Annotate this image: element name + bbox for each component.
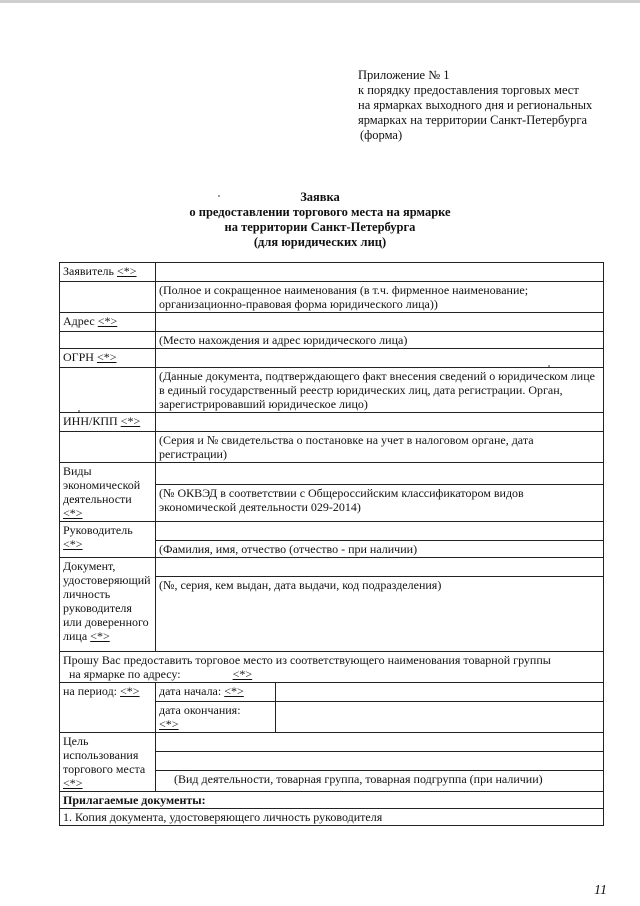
- inn-label: ИНН/КПП <*>: [60, 413, 156, 432]
- title-line: (для юридических лиц): [253, 235, 387, 249]
- document-title: [120, 190, 520, 250]
- page-number: 11: [594, 883, 607, 898]
- appendix-line: ярмарках на территории Санкт-Петербурга: [358, 113, 588, 127]
- address-label: Адрес <*>: [60, 313, 156, 332]
- scan-speck: [548, 365, 550, 367]
- applicant-row: [60, 263, 604, 282]
- activity-hint: (№ ОКВЭД в соответствии с Общероссийским классификатором видов экономической деятельности 029-2014): [156, 485, 604, 522]
- reference-mark[interactable]: <*>: [63, 776, 83, 790]
- end-date-field[interactable]: [276, 702, 604, 733]
- start-date-field[interactable]: [276, 683, 604, 702]
- empty-cell: [60, 368, 156, 413]
- request-row: [60, 652, 604, 683]
- appendix-form-note: (форма): [360, 128, 403, 142]
- doc-field[interactable]: [156, 558, 604, 577]
- reference-mark[interactable]: <*>: [120, 684, 140, 698]
- ogrn-hint-row: [60, 368, 604, 413]
- address-field[interactable]: [156, 313, 604, 332]
- inn-field[interactable]: [156, 413, 604, 432]
- inn-hint: (Серия и № свидетельства о постановке на учет в налоговом органе, дата регистрации): [156, 432, 604, 463]
- ogrn-label: ОГРН <*>: [60, 349, 156, 368]
- purpose-row: [60, 733, 604, 752]
- reference-mark[interactable]: <*>: [116, 264, 137, 278]
- scan-speck: [218, 195, 220, 197]
- doc-hint: (№, серия, кем выдан, дата выдачи, код подразделения): [156, 577, 604, 652]
- purpose-hint: (Вид деятельности, товарная группа, товарная подгруппа (при наличии): [156, 771, 604, 792]
- address-hint-row: [60, 332, 604, 349]
- head-row: [60, 522, 604, 541]
- empty-cell: [60, 332, 156, 349]
- reference-mark[interactable]: <*>: [120, 414, 141, 428]
- reference-mark[interactable]: <*>: [159, 717, 179, 731]
- request-text: [60, 652, 604, 683]
- attachments-header: Прилагаемые документы:: [60, 792, 604, 809]
- reference-mark[interactable]: <*>: [224, 684, 244, 698]
- reference-mark[interactable]: <*>: [96, 350, 117, 364]
- reference-mark[interactable]: <*>: [90, 629, 110, 643]
- address-hint: (Место нахождения и адрес юридического лица): [156, 332, 604, 349]
- ogrn-hint: (Данные документа, подтверждающего факт внесения сведений о юридическом лице в единый государственный реестр юридических лиц, дата регистрации. Орган, зарегистрировавший юридическое лицо): [156, 368, 604, 413]
- start-date-label: дата начала: <*>: [156, 683, 276, 702]
- period-start-row: [60, 683, 604, 702]
- title-line: на территории Санкт-Петербурга: [224, 220, 416, 234]
- head-label: Руководитель <*>: [60, 522, 156, 558]
- appendix-line: на ярмарках выходного дня и региональных: [358, 98, 593, 112]
- title-line: Заявка: [300, 190, 340, 204]
- reference-mark[interactable]: <*>: [63, 506, 83, 520]
- doc-row: [60, 558, 604, 577]
- appendix-line: Приложение № 1: [358, 68, 450, 82]
- empty-cell: [60, 282, 156, 313]
- request-line-2: на ярмарке по адресу: <*>: [69, 667, 253, 681]
- activity-label: Виды экономической деятельности <*>: [60, 463, 156, 522]
- appendix-line: к порядку предоставления торговых мест: [358, 83, 579, 97]
- attachment-item-1: 1. Копия документа, удостоверяющего личность руководителя: [60, 809, 604, 826]
- head-hint: (Фамилия, имя, отчество (отчество - при наличии): [156, 541, 604, 558]
- doc-label: Документ, удостоверяющий личность руководителя или доверенного лица <*>: [60, 558, 156, 652]
- reference-mark[interactable]: <*>: [97, 314, 118, 328]
- activity-field[interactable]: [156, 463, 604, 485]
- purpose-label: Цель использования торгового места <*>: [60, 733, 156, 792]
- attachment-row: [60, 809, 604, 826]
- ogrn-row: [60, 349, 604, 368]
- applicant-label: Заявитель <*>: [60, 263, 156, 282]
- application-form-table: [59, 262, 604, 826]
- reference-mark[interactable]: <*>: [232, 667, 253, 681]
- purpose-field-2[interactable]: [156, 752, 604, 771]
- purpose-field-1[interactable]: [156, 733, 604, 752]
- end-date-label: дата окончания: <*>: [156, 702, 276, 733]
- head-field[interactable]: [156, 522, 604, 541]
- inn-hint-row: [60, 432, 604, 463]
- scan-speck: [78, 410, 80, 412]
- applicant-field[interactable]: [156, 263, 604, 282]
- inn-row: [60, 413, 604, 432]
- applicant-hint: (Полное и сокращенное наименования (в т.ч. фирменное наименование; организационно-правовая форма юридического лица)): [156, 282, 604, 313]
- reference-mark[interactable]: <*>: [63, 537, 83, 551]
- activity-row: [60, 463, 604, 485]
- empty-cell: [60, 432, 156, 463]
- appendix-note: [358, 68, 628, 143]
- title-line: о предоставлении торгового места на ярмарке: [189, 205, 451, 219]
- address-row: [60, 313, 604, 332]
- ogrn-field[interactable]: [156, 349, 604, 368]
- top-edge-strip: [0, 0, 640, 3]
- period-label: на период: <*>: [60, 683, 156, 733]
- attachments-header-row: [60, 792, 604, 809]
- request-line-1: Прошу Вас предоставить торговое место из соответствующего наименования товарной группы: [63, 653, 551, 667]
- applicant-hint-row: [60, 282, 604, 313]
